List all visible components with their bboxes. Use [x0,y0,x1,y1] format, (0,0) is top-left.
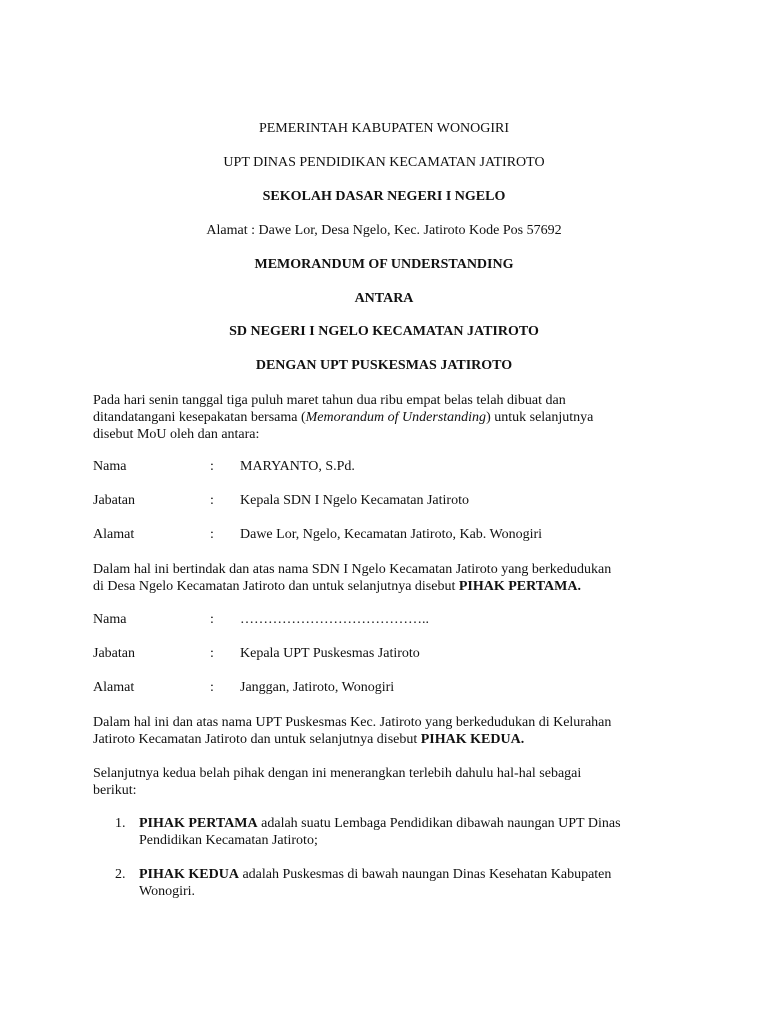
field-value: MARYANTO, S.Pd. [240,459,355,474]
field-value-placeholder: ………………………………….. [240,612,429,627]
party1-name-row [93,459,653,476]
list-line: Wonogiri. [139,884,196,899]
statement-line: Dalam hal ini bertindak dan atas nama SDN I Ngelo Kecamatan Jatiroto yang berkedudukan [93,562,612,577]
field-colon: : [210,527,214,542]
party1-address-row [93,527,653,544]
intro-line: Pada hari senin tanggal tiga puluh maret tahun dua ribu empat belas telah dibuat dan [93,393,566,408]
party2-statement [93,714,683,748]
party2-address-row [93,680,653,697]
intro-paragraph [93,392,683,443]
explanation-paragraph [93,765,683,799]
intro-italic-term: Memorandum of Understanding [305,410,487,425]
header-school: SEKOLAH DASAR NEGERI I NGELO [262,189,506,204]
party1-position-row [93,493,653,510]
list-line: Pendidikan Kecamatan Jatiroto; [139,833,318,848]
field-colon: : [210,646,214,661]
party-designation: PIHAK PERTAMA [139,816,258,831]
statement-line: Dalam hal ini dan atas nama UPT Puskesmas Kec. Jatiroto yang berkedudukan di Kelurahan [93,715,612,730]
statement-text: Jatiroto Kecamatan Jatiroto dan untuk selanjutnya disebut [93,732,421,747]
field-label: Alamat [93,680,135,695]
list-item [115,866,705,900]
party-designation: PIHAK PERTAMA. [458,579,581,594]
list-line-text: adalah suatu Lembaga Pendidikan dibawah naungan UPT Dinas [257,816,621,831]
list-line [139,815,621,832]
field-colon: : [210,612,214,627]
statement-line [93,731,683,748]
title-party-puskesmas: DENGAN UPT PUSKESMAS JATIROTO [255,358,513,373]
field-value: Kepala UPT Puskesmas Jatiroto [240,646,420,661]
field-label: Jabatan [93,646,135,661]
list-line [139,866,611,883]
header-address: Alamat : Dawe Lor, Desa Ngelo, Kec. Jatiroto Kode Pos 57692 [206,223,562,238]
field-label: Jabatan [93,493,135,508]
header-government: PEMERINTAH KABUPATEN WONOGIRI [258,121,510,136]
field-label: Nama [93,459,127,474]
field-value: Dawe Lor, Ngelo, Kecamatan Jatiroto, Kab. Wonogiri [240,527,543,542]
intro-text: ditandatangani kesepakatan bersama ( [93,410,306,425]
field-colon: : [210,680,214,695]
intro-line [93,409,683,426]
title-party-school: SD NEGERI I NGELO KECAMATAN JATIROTO [229,324,539,339]
statement-line [93,578,683,595]
list-line-text: adalah Puskesmas di bawah naungan Dinas Kesehatan Kabupaten [238,867,612,882]
explanation-line: berikut: [93,783,137,798]
field-value: Kepala SDN I Ngelo Kecamatan Jatiroto [240,493,469,508]
field-label: Alamat [93,527,135,542]
party2-name-row [93,612,653,629]
title-between: ANTARA [354,291,414,306]
field-value: Janggan, Jatiroto, Wonogiri [240,680,395,695]
list-item [115,815,705,849]
list-number: 1. [115,816,126,831]
list-number: 2. [115,867,126,882]
field-colon: : [210,493,214,508]
party-designation: PIHAK KEDUA [139,867,239,882]
header-department: UPT DINAS PENDIDIKAN KECAMATAN JATIROTO [223,155,545,170]
intro-text: ) untuk selanjutnya [486,410,594,425]
list-text [139,866,611,900]
title-mou: MEMORANDUM OF UNDERSTANDING [254,257,514,272]
field-colon: : [210,459,214,474]
party-designation: PIHAK KEDUA. [420,732,525,747]
party1-statement [93,561,683,595]
explanation-line: Selanjutnya kedua belah pihak dengan ini menerangkan terlebih dahulu hal-hal sebagai [93,766,582,781]
field-label: Nama [93,612,127,627]
party2-position-row [93,646,653,663]
intro-line: disebut MoU oleh dan antara: [93,427,260,442]
statement-text: di Desa Ngelo Kecamatan Jatiroto dan untuk selanjutnya disebut [93,579,459,594]
list-text [139,815,621,849]
